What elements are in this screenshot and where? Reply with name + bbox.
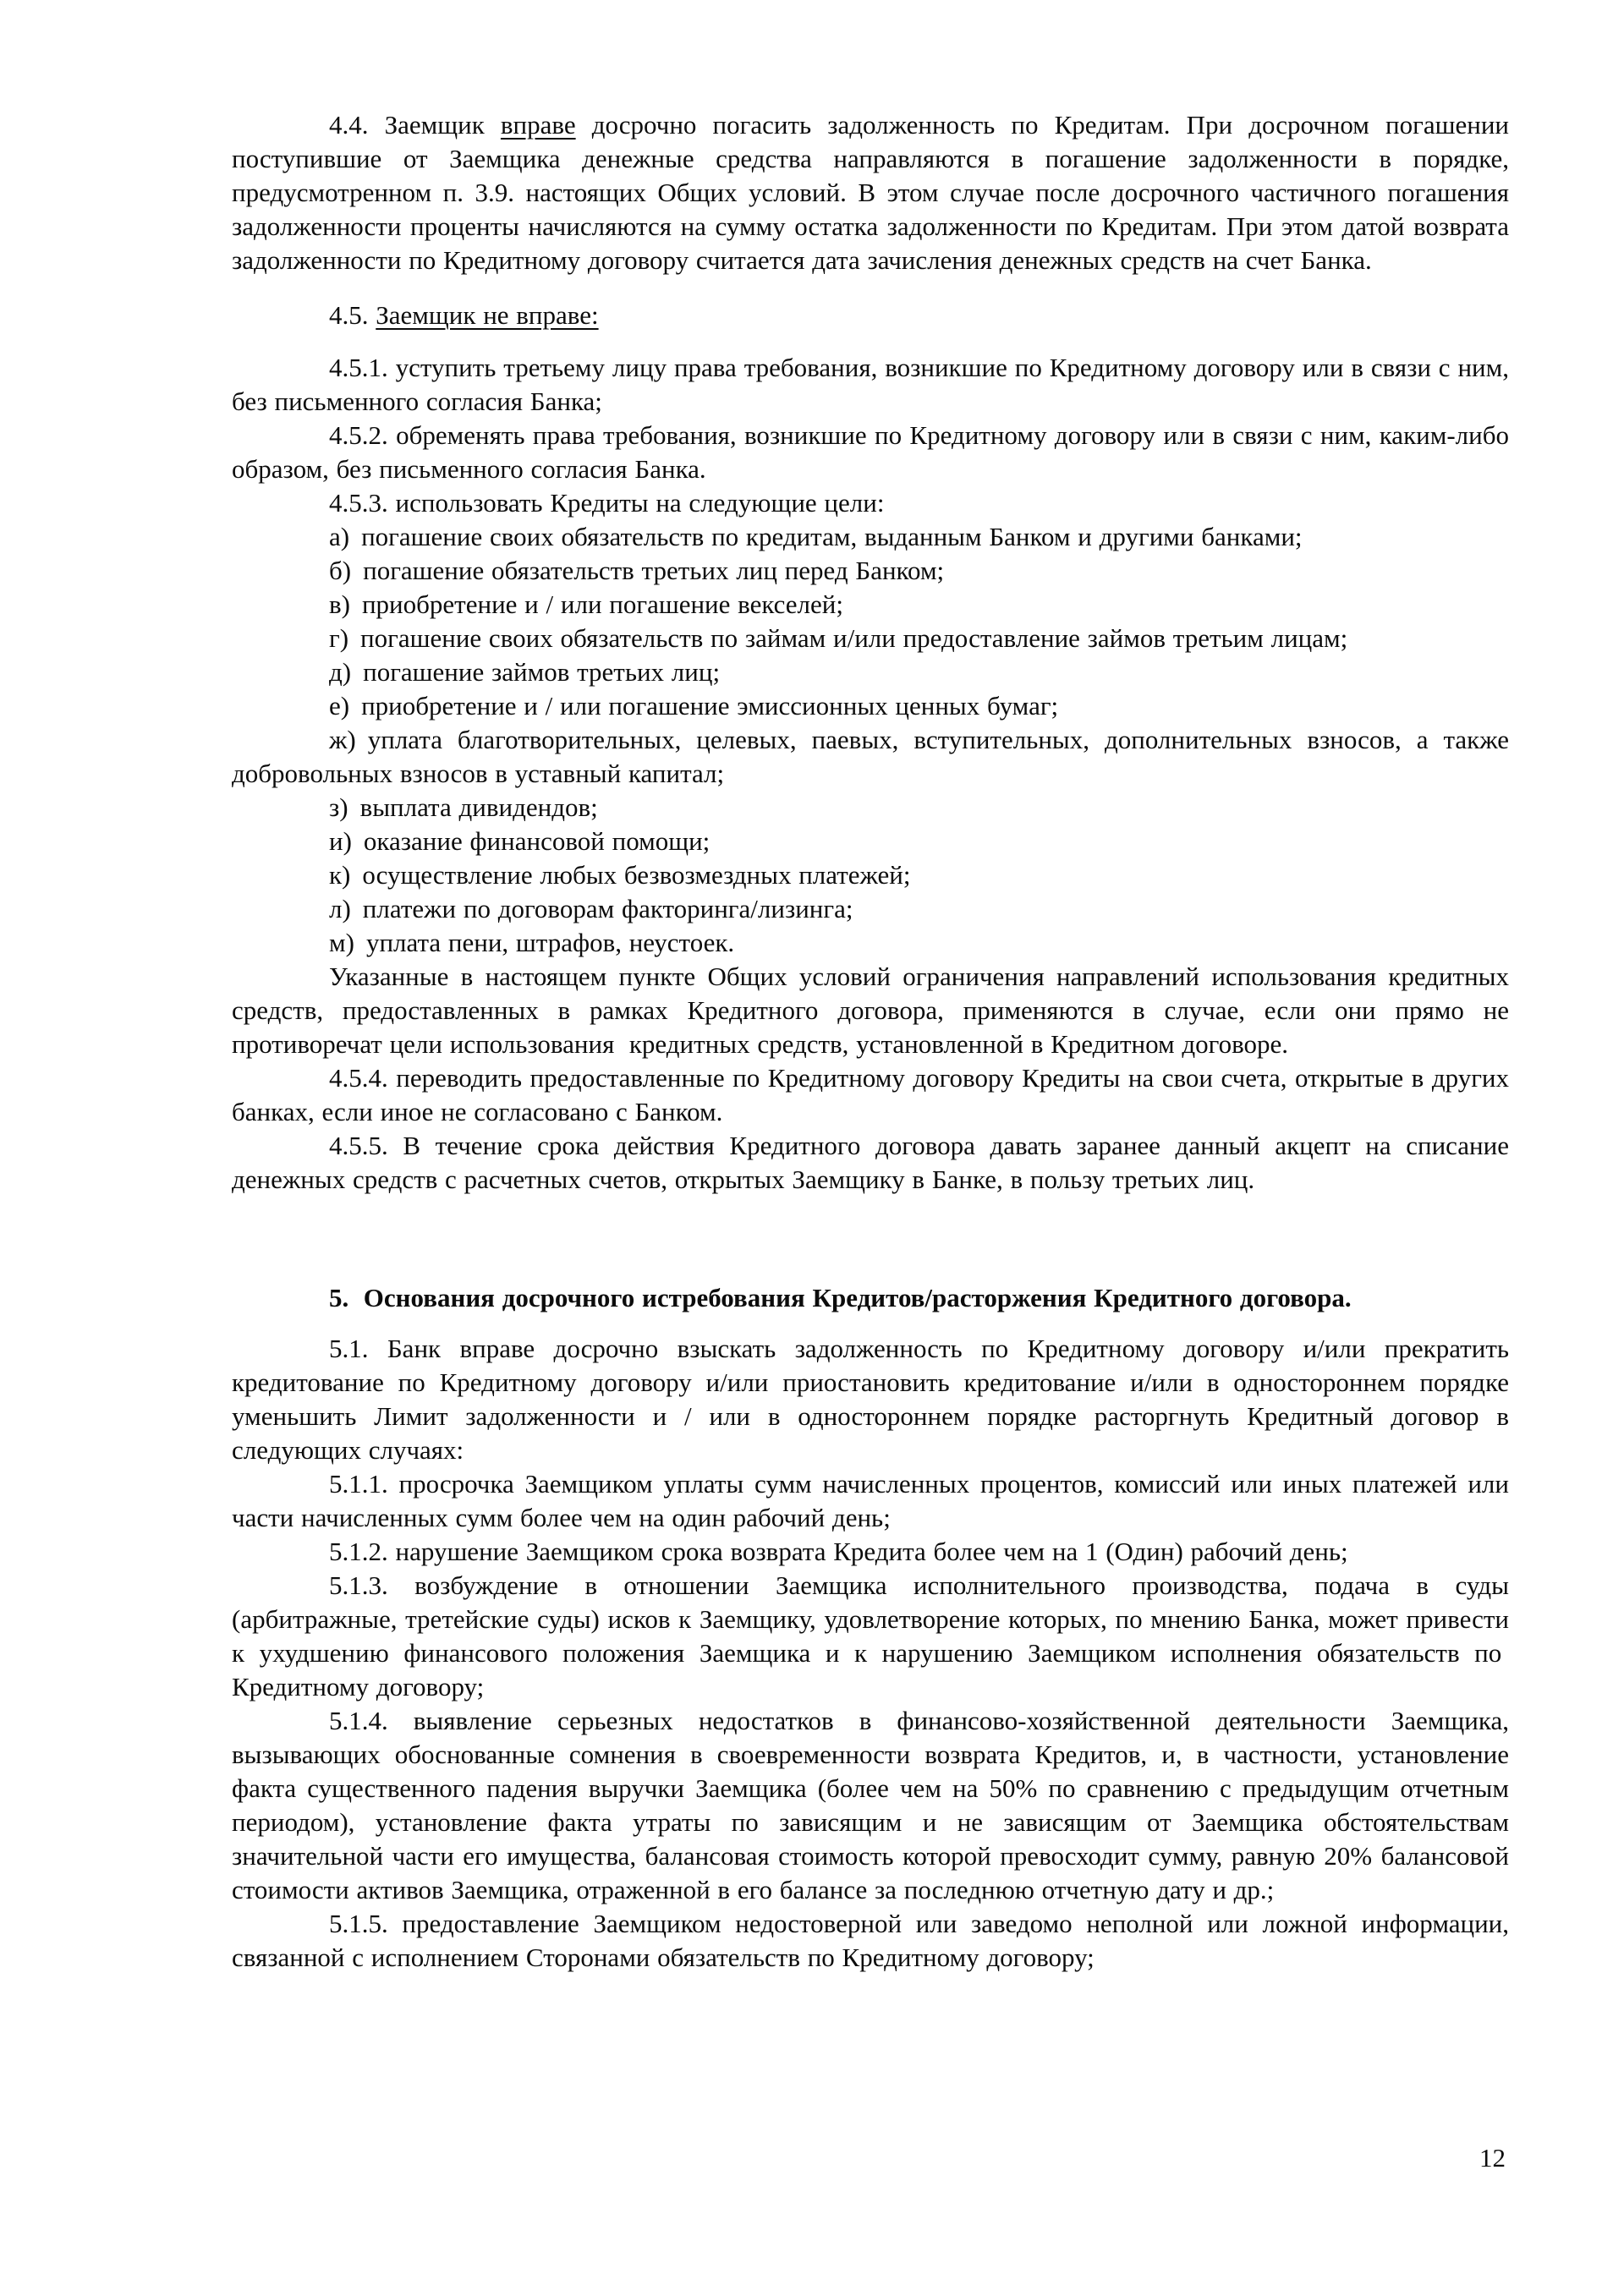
list-item — [232, 622, 1509, 655]
list-item — [232, 554, 1509, 588]
list-item — [232, 520, 1509, 554]
paragraph-4-5-3: 4.5.3. использовать Кредиты на следующие цели: — [329, 488, 885, 518]
list-item — [232, 723, 1509, 791]
document-body — [232, 108, 1509, 1975]
list-item-text: уплата благотворительных, целевых, паевых, вступительных, дополнительных взносов, а также добровольных взносов в уставный капитал; — [232, 725, 1509, 788]
section-5-heading: 5. Основания досрочного истребования Кредитов/расторжения Кредитного договора. — [329, 1283, 1352, 1312]
list-item-label: и) — [329, 826, 352, 856]
paragraph-5-1-2: 5.1.2. нарушение Заемщиком срока возврата Кредита более чем на 1 (Один) рабочий день; — [329, 1537, 1348, 1566]
list-item-label: ж) — [329, 725, 356, 754]
page-number: 12 — [1479, 2143, 1506, 2173]
list-item-text: оказание финансовой помощи; — [363, 826, 710, 856]
list-item-text: приобретение и / или погашение эмиссионных ценных бумаг; — [361, 691, 1059, 721]
list-item — [232, 588, 1509, 622]
paragraph-4-5-2: 4.5.2. обременять права требования, возникшие по Кредитному договору или в связи с ним, каким-либо образом, без письменного согласия Банка. — [232, 420, 1509, 484]
list-item-label: б) — [329, 556, 352, 585]
text-run: 4.4. Заемщик — [329, 110, 501, 140]
list-item — [232, 858, 1509, 892]
paragraph-5-1-5: 5.1.5. предоставление Заемщиком недостоверной или заведомо неполной или ложной информации, связанной с исполнением Сторонами обязательств по Кредитному договору; — [232, 1909, 1509, 1972]
list-item-text: платежи по договорам факторинга/лизинга; — [362, 894, 853, 923]
list-item — [232, 689, 1509, 723]
list-item — [232, 825, 1509, 858]
text-run: досрочно погасить задолженность по Кредитам. При досрочном погашении поступившие от Заемщика денежные средства направляются в погашение задолженности в порядке, предусмотренном п. 3.9. настоящих Общих условий. В этом случае после досрочного частичного погашения задолженности проценты начисляются на сумму остатка задолженности по Кредитам. При этом датой возврата задолженности по Кредитному договору считается дата зачисления денежных средств на счет Банка. — [232, 110, 1510, 275]
list-item-label: к) — [329, 860, 351, 890]
paragraph-4-5-4: 4.5.4. переводить предоставленные по Кредитному договору Кредиты на свои счета, открытые в других банках, если иное не согласовано с Банком. — [232, 1063, 1509, 1126]
list-item-label: г) — [329, 623, 349, 653]
list-item-label: л) — [329, 894, 351, 923]
paragraph-4-4 — [232, 108, 1509, 277]
paragraph-4-5-1: 4.5.1. уступить третьему лицу права требования, возникшие по Кредитному договору или в связи с ним, без письменного согласия Банка; — [232, 353, 1509, 416]
paragraph-5-1-3: 5.1.3. возбуждение в отношении Заемщика исполнительного производства, подача в суды (арбитражные, третейские суды) исков к Заемщику, удовлетворение которых, по мнению Банка, может привести к ухудшению финансового положения Заемщика и к нарушению Заемщиком исполнения обязательств по Кредитному договору; — [232, 1570, 1509, 1701]
paragraph-usage-restriction-note: Указанные в настоящем пункте Общих условий ограничения направлений использования кредитных средств, предоставленных в рамках Кредитного договора, применяются в случае, если они прямо не противоречат цели использования кредитных средств, установленной в Кредитном договоре. — [232, 962, 1509, 1059]
list-item-label: е) — [329, 691, 350, 721]
paragraph-5-1-4: 5.1.4. выявление серьезных недостатков в финансово-хозяйственной деятельности Заемщика, вызывающих обоснованные сомнения в своевременности возврата Кредитов, и, в частности, установление факта существенного падения выручки Заемщика (более чем на 50% по сравнению с предыдущим отчетным периодом), установление факта утраты по зависящим и не зависящим от Заемщика обстоятельствам значительной части его имущества, балансовая стоимость которой превосходит сумму, равную 20% балансовой стоимости активов Заемщика, отраженной в его балансе за последнюю отчетную дату и др.; — [232, 1706, 1509, 1904]
list-item — [232, 926, 1509, 960]
list-item-label: а) — [329, 522, 350, 551]
list-item-text: погашение обязательств третьих лиц перед Банком; — [363, 556, 945, 585]
list-item-text: уплата пени, штрафов, неустоек. — [365, 928, 735, 957]
list-item — [232, 655, 1509, 689]
underlined-text-run: вправе — [500, 110, 576, 140]
paragraph-4-5-5: 4.5.5. В течение срока действия Кредитного договора давать заранее данный акцепт на списание денежных средств с расчетных счетов, открытых Заемщику в Банке, в пользу третьих лиц. — [232, 1131, 1509, 1194]
list-item-text: осуществление любых безвозмездных платежей; — [362, 860, 911, 890]
list-item-text: погашение своих обязательств по кредитам, выданным Банком и другими банками; — [361, 522, 1303, 551]
text-run: 4.5. — [329, 300, 376, 330]
heading-4-5 — [232, 299, 1509, 332]
list-item-text: погашение займов третьих лиц; — [363, 657, 721, 687]
list-item-text: выплата дивидендов; — [359, 792, 598, 822]
list-item-label: м) — [329, 928, 354, 957]
paragraph-5-1: 5.1. Банк вправе досрочно взыскать задолженность по Кредитному договору и/или прекратить кредитование по Кредитному договору и/или приостановить кредитование и/или в одностороннем порядке уменьшить Лимит задолженности и / или в одностороннем порядке расторгнуть Кредитный договор в следующих случаях: — [232, 1334, 1509, 1465]
list-item-text: приобретение и / или погашение векселей; — [361, 589, 843, 619]
underlined-text-run: Заемщик не вправе: — [376, 300, 599, 330]
list-item — [232, 892, 1509, 926]
paragraph-5-1-1: 5.1.1. просрочка Заемщиком уплаты сумм начисленных процентов, комиссий или иных платежей или части начисленных сумм более чем на один рабочий день; — [232, 1469, 1509, 1532]
list-item-label: д) — [329, 657, 352, 687]
list-item-label: в) — [329, 589, 350, 619]
list-item-text: погашение своих обязательств по займам и/или предоставление займов третьим лицам; — [360, 623, 1348, 653]
list-item — [232, 791, 1509, 825]
list-item-label: з) — [329, 792, 348, 822]
